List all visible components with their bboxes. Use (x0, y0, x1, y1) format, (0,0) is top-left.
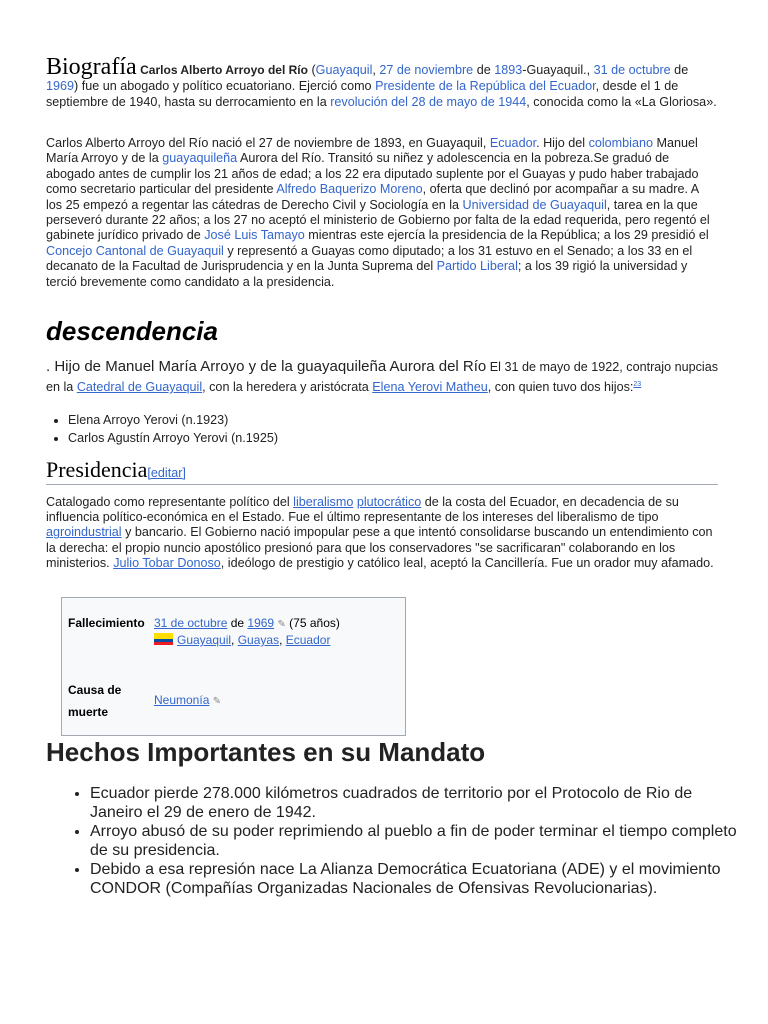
text: , con la heredera y aristócrata (202, 380, 373, 395)
section-title: Presidencia (46, 457, 148, 482)
link-place-country[interactable]: Ecuador (285, 633, 331, 647)
link-place-province[interactable]: Guayas (237, 633, 280, 647)
text: , tarea en la que perseveró durante 22 años; a los 27 no aceptó el ministerio de Gobierno por falta de la edad requerida, pero regentó el gabinete jurídico privado de (46, 197, 710, 243)
ecuador-flag-icon (154, 633, 173, 645)
death-place (154, 632, 330, 649)
text: de (227, 616, 248, 630)
text: ) fue un abogado y político ecuatoriano. Ejerció como (74, 79, 376, 93)
cause-label-2: muerte (68, 705, 109, 719)
link-guayaquilena[interactable]: guayaquileña (162, 151, 238, 166)
link-plutocratico[interactable]: plutocrático (356, 495, 422, 509)
text: mientras este ejercía la presidencia de la República; a los 29 presidió el (304, 228, 709, 243)
text: y representó a Guayas como diputado; a los 31 estuvo en el Senado; a los 33 en el decanato de la Facultad de Jurisprudencia y en la Junta Suprema del (46, 243, 693, 274)
link-partido-liberal[interactable]: Partido Liberal (436, 259, 518, 274)
link-president[interactable]: Presidente de la República del Ecuador (375, 79, 596, 93)
death-age: (75 años) (285, 616, 340, 630)
list-item: • Debido a esa represión nace La Alianza Democrática Ecuatoriana (ADE) y el movimiento CONDOR (Compañías Organizadas Nacionales de Ofensivas Revolucionarias). (90, 861, 740, 898)
link-death-date[interactable]: 31 de octubre (593, 63, 671, 77)
text: -Guayaquil., (522, 63, 594, 77)
link-death-year[interactable]: 1969 (46, 79, 75, 93)
pencil-icon[interactable]: ✎ (277, 619, 286, 630)
cause-label-1: Causa de (68, 683, 122, 697)
text: , conocida como la «La Gloriosa». (526, 94, 717, 109)
text: de (473, 63, 495, 77)
hechos-list (46, 785, 740, 900)
text: Manuel María Arroyo y de la (46, 136, 698, 166)
link-baquerizo[interactable]: Alfredo Baquerizo Moreno (276, 182, 423, 197)
text: de la costa del Ecuador, en decadencia de su influencia político-económica en el Estado. Fue el último representante de los intereses del liberalismo de tipo (46, 495, 679, 525)
text: Catalogado como representante político del (46, 495, 294, 509)
descendencia-paragraph (46, 358, 718, 396)
text: , ideólogo de prestigio y católico leal, aceptó la Cancillería. Fue un orador muy afamado. (220, 555, 714, 570)
link-death-year[interactable]: 1969 (247, 616, 275, 630)
cause-value (154, 692, 221, 710)
link-place-city[interactable]: Guayaquil (177, 633, 232, 647)
link-birth-date[interactable]: 27 de noviembre (379, 63, 474, 77)
link-colombiano[interactable]: colombiano (588, 136, 653, 150)
presidencia-paragraph (46, 495, 718, 571)
list-item: • Ecuador pierde 278.000 kilómetros cuadrados de territorio por el Protocolo de Rio de Janeiro el 29 de enero de 1942. (90, 785, 740, 822)
presidencia-heading (46, 457, 718, 485)
children-list (46, 411, 740, 447)
list-item: • Carlos Agustín Arroyo Yerovi (n.1925) (68, 429, 740, 447)
text: de (670, 63, 689, 77)
link-death-date[interactable]: 31 de octubre (154, 616, 228, 630)
descendencia-lead: . Hijo de Manuel María Arroyo y de la guayaquileña Aurora del Río (46, 358, 487, 375)
death-label: Fallecimiento (68, 616, 145, 630)
link-universidad[interactable]: Universidad de Guayaquil (462, 197, 607, 212)
bio-paragraph (46, 136, 718, 290)
reference-link[interactable]: 23 (633, 381, 642, 388)
link-tamayo[interactable]: José Luis Tamayo (204, 228, 305, 243)
bio-intro-paragraph (46, 55, 718, 110)
link-ecuador[interactable]: Ecuador (489, 136, 537, 150)
death-value (154, 615, 340, 633)
infobox (61, 597, 406, 736)
list-item: • Arroyo abusó de su poder reprimiendo al pueblo a fin de poder terminar el tiempo completo de su presidencia. (90, 823, 740, 860)
text: , con quien tuvo dos hijos: (487, 380, 634, 395)
descendencia-heading: descendencia (46, 316, 218, 346)
list-item: • Elena Arroyo Yerovi (n.1923) (68, 411, 740, 429)
bio-heading: Biografía (46, 54, 137, 80)
link-neumonia[interactable]: Neumonía (154, 693, 210, 707)
subject-name: Carlos Alberto Arroyo del Río (140, 63, 308, 77)
text: Aurora del Río. Transitó su niñez y adolescencia en la pobreza.Se graduó de abogado antes de cumplir los 21 años de edad; a los 22 era diputado suplente por el Guayas y pudo haber trabajado como secretario particular del presidente (46, 151, 699, 197)
text: Carlos Alberto Arroyo del Río nació el 27 de noviembre de 1893, en Guayaquil, (46, 136, 490, 150)
text: , (279, 633, 286, 647)
text: y bancario. El Gobierno nació impopular pese a que intentó consolidarse buscando un entendimiento con la derecha: el propio nuncio apostólico presionó para que los conservadores "se sacrificaran" colaborando en los ministerios. (46, 525, 713, 570)
link-catedral[interactable]: Catedral de Guayaquil (76, 380, 203, 395)
text: ; a los 39 rigió la universidad y terció brevemente como candidato a la presidencia. (46, 259, 688, 289)
pencil-icon[interactable]: ✎ (212, 696, 222, 707)
link-tobar-donoso[interactable]: Julio Tobar Donoso (113, 555, 221, 570)
link-agroindustrial[interactable]: agroindustrial (46, 525, 122, 540)
text: El 31 de mayo de 1922, contrajo nupcias en la (46, 360, 719, 395)
text: , (231, 633, 238, 647)
text: , (372, 63, 380, 77)
link-birth-year[interactable]: 1893 (494, 63, 523, 77)
link-concejo[interactable]: Concejo Cantonal de Guayaquil (46, 243, 224, 258)
text: . Hijo del (536, 136, 589, 150)
link-elena-yerovi[interactable]: Elena Yerovi Matheu (372, 380, 488, 395)
text: ( (307, 63, 316, 77)
link-liberalismo[interactable]: liberalismo (293, 495, 354, 509)
hechos-heading: Hechos Importantes en su Mandato (46, 737, 486, 767)
text: , desde el 1 de septiembre de 1940, hasta su derrocamiento en la (46, 79, 679, 109)
link-revolution[interactable]: revolución del 28 de mayo de 1944 (330, 94, 527, 109)
text: , oferta que declinó por acompañar a su madre. A los 25 empezó a regentar las cátedras de Derecho Civil y Sociología en la (46, 182, 699, 212)
edit-link[interactable]: [editar] (147, 466, 186, 480)
link-guayaquil[interactable]: Guayaquil (315, 63, 373, 77)
